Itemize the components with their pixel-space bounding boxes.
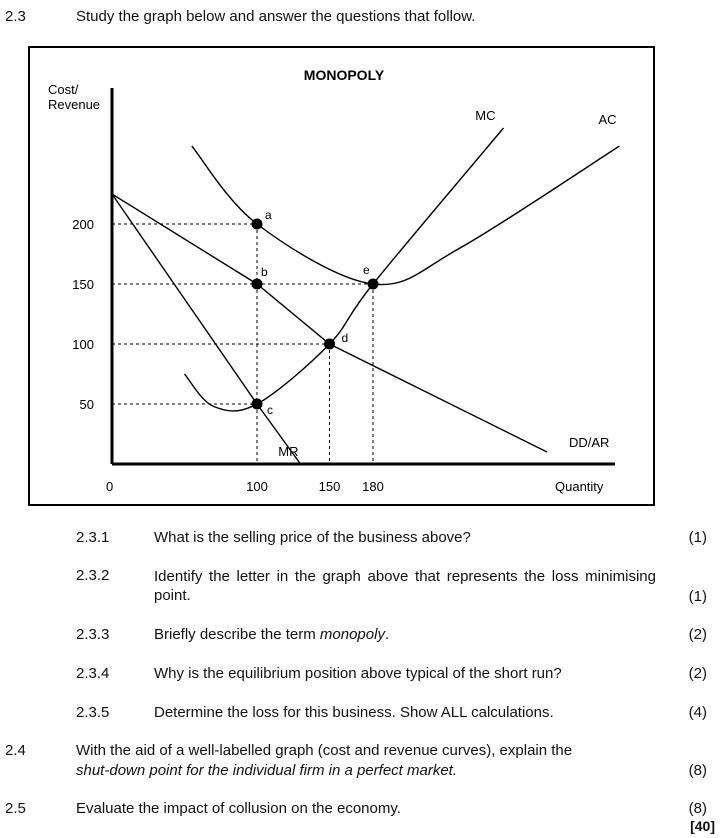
chart-title: MONOPOLY <box>303 67 385 83</box>
q232-text: Identify the letter in the graph above that represents the loss minimising point. <box>154 568 656 604</box>
point-a-marker <box>252 219 263 230</box>
x-axis-label: Quantity <box>555 479 604 494</box>
curve-label-mr: MR <box>278 444 299 459</box>
point-d-label: d <box>341 331 349 345</box>
q24-marks: (8) <box>688 762 707 779</box>
x-tick-150: 150 <box>318 479 341 494</box>
q24-line1: With the aid of a well-labelled graph (cost and revenue curves), explain the <box>76 742 573 759</box>
question-number: 2.3 <box>5 8 26 25</box>
q231-number: 2.3.1 <box>76 529 110 546</box>
curve-label-dd-ar: DD/AR <box>569 435 610 450</box>
curve-label-mc: MC <box>475 108 496 123</box>
y-axis-label-line2: Revenue <box>48 97 101 112</box>
q233-marks: (2) <box>688 626 707 643</box>
y-tick-150: 150 <box>72 277 94 292</box>
q25-number: 2.5 <box>5 800 26 817</box>
point-c-label: c <box>267 403 273 417</box>
curve-dd-ar <box>112 194 547 452</box>
curve-ac <box>192 146 620 285</box>
point-a-label: a <box>265 208 272 222</box>
point-e-marker <box>368 279 379 290</box>
q232-marks: (1) <box>688 588 707 605</box>
question-prompt: Study the graph below and answer the questions that follow. <box>76 8 476 25</box>
x-tick-180: 180 <box>362 479 384 494</box>
q232-number: 2.3.2 <box>76 567 110 584</box>
point-b-marker <box>252 279 263 290</box>
q24-line2: shut-down point for the individual firm in a perfect market. <box>76 762 458 779</box>
monopoly-graph <box>30 48 653 504</box>
q235-number: 2.3.5 <box>76 704 110 721</box>
q233-text <box>154 626 389 643</box>
q233-number: 2.3.3 <box>76 626 110 643</box>
q235-text: Determine the loss for this business. Show ALL calculations. <box>154 704 554 721</box>
origin-label: 0 <box>106 479 114 494</box>
y-tick-50: 50 <box>79 397 94 412</box>
q234-marks: (2) <box>688 665 707 682</box>
point-b-label: b <box>261 265 268 279</box>
q235-marks: (4) <box>688 704 707 721</box>
q233-term: monopoly <box>319 626 385 643</box>
x-tick-100: 100 <box>246 479 268 494</box>
point-d-marker <box>324 339 335 350</box>
point-e-label: e <box>363 263 370 277</box>
q231-text: What is the selling price of the business above? <box>154 529 471 546</box>
q25-text: Evaluate the impact of collusion on the economy. <box>76 800 401 817</box>
y-axis-label-line1: Cost/ <box>48 82 79 97</box>
q24-number: 2.4 <box>5 742 26 759</box>
q233-text-end: . <box>384 626 390 643</box>
q233-text-start: Briefly describe the term <box>154 626 320 643</box>
monopoly-graph-frame <box>28 46 655 506</box>
curve-label-ac: AC <box>598 112 617 127</box>
q234-text: Why is the equilibrium position above typical of the short run? <box>154 665 562 682</box>
point-c-marker <box>252 399 263 410</box>
q231-marks: (1) <box>688 529 707 546</box>
q25-marks: (8) <box>688 800 707 817</box>
y-tick-200: 200 <box>72 217 94 232</box>
question-total: [40] <box>690 818 715 834</box>
q234-number: 2.3.4 <box>76 665 110 682</box>
y-tick-100: 100 <box>72 337 94 352</box>
